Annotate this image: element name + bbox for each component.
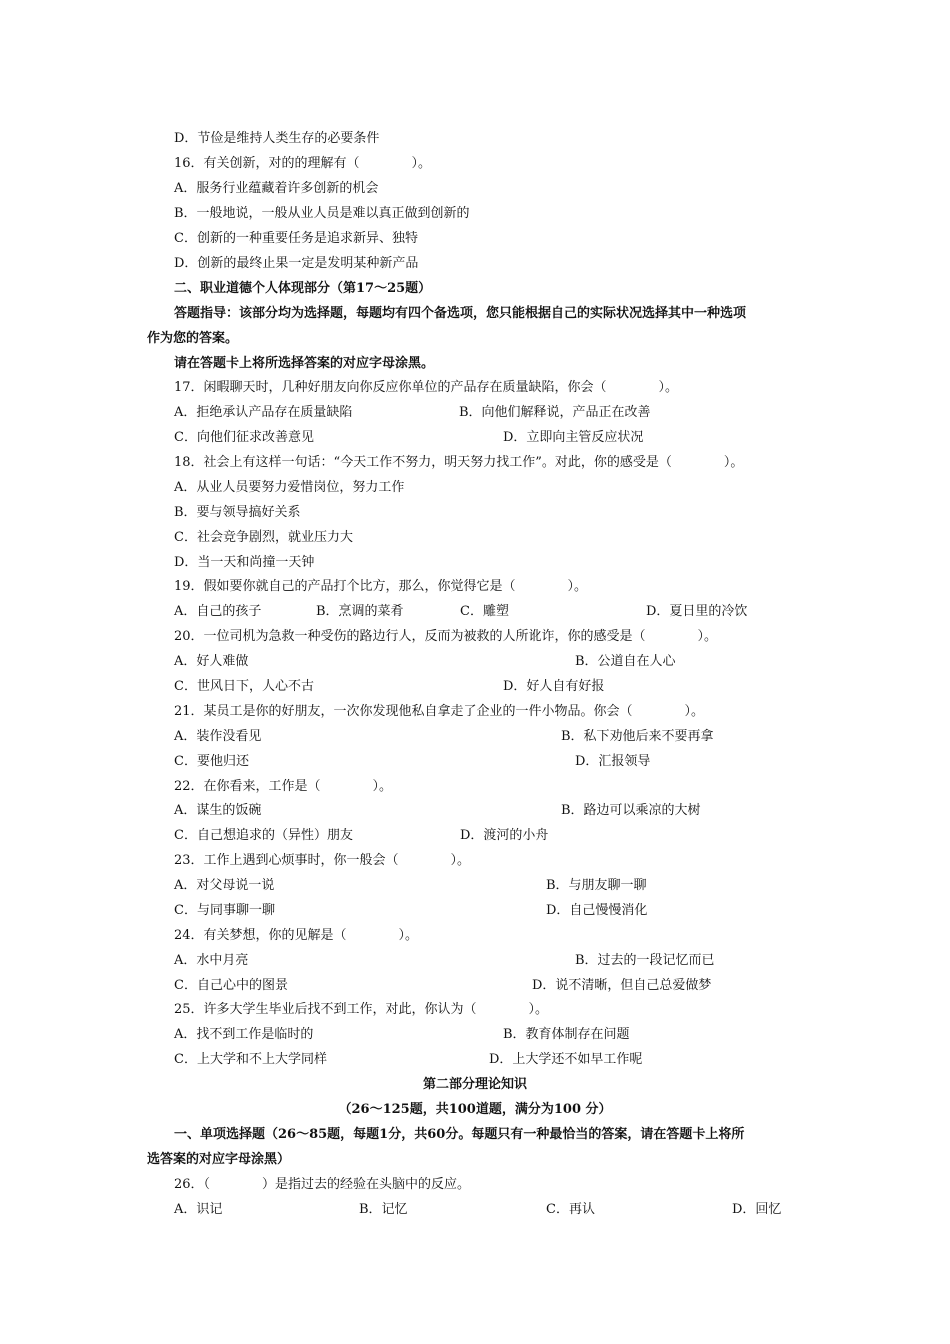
option-c: C．自己想追求的（异性）朋友 [174, 828, 353, 843]
option-d: D．回忆 [732, 1202, 782, 1217]
option-b: B．烹调的菜肴 [316, 604, 404, 619]
option-a: A．拒绝承认产品存在质量缺陷 [174, 405, 353, 420]
instruction-text: 答题指导：该部分均为选择题，每题均有四个备选项，您只能根据自己的实际状况选择其中一种选项 [174, 306, 747, 321]
option-c: C．再认 [546, 1202, 595, 1217]
instruction-text: 请在答题卡上将所选择答案的对应字母涂黑。 [174, 356, 435, 371]
question-21: 21．某员工是你的好朋友，一次你发现他私自拿走了企业的一件小物品。你会（ ）。 [174, 704, 705, 719]
option-c: C．要他归还 [174, 754, 249, 769]
question-24: 24．有关梦想，你的见解是（ ）。 [174, 928, 419, 943]
option-c: C．向他们征求改善意见 [174, 430, 314, 445]
option-b: B．记忆 [359, 1202, 408, 1217]
option-line: B．一般地说，一般从业人员是难以真正做到创新的 [174, 206, 470, 221]
option-b: B．路边可以乘凉的大树 [561, 803, 701, 818]
option-line: B．要与领导搞好关系 [174, 505, 301, 520]
section-heading: 一、单项选择题（26～85题，每题1分，共60分。每题只有一种最恰当的答案，请在答题卡上将所 [174, 1127, 745, 1142]
option-b: B．私下劝他后来不要再拿 [561, 729, 714, 744]
part-subtitle: （26～125题，共100道题，满分为100 分） [338, 1102, 612, 1117]
option-c: C．自己心中的图景 [174, 978, 288, 993]
option-b: B．教育体制存在问题 [503, 1027, 630, 1042]
option-line: C．社会竞争剧烈，就业压力大 [174, 530, 353, 545]
option-d: D．上大学还不如早工作呢 [489, 1052, 643, 1067]
question-18: 18．社会上有这样一句话：“今天工作不努力，明天努力找工作”。对此，你的感受是（ ）。 [174, 455, 744, 470]
option-b: B．过去的一段记忆而已 [575, 953, 715, 968]
option-b: B．向他们解释说，产品正在改善 [459, 405, 651, 420]
part-title: 第二部分理论知识 [422, 1077, 527, 1092]
option-line: A．服务行业蕴藏着许多创新的机会 [174, 181, 379, 196]
option-line: D．创新的最终止果一定是发明某种新产品 [174, 256, 419, 271]
option-d: D．汇报领导 [575, 754, 651, 769]
option-d: D．渡河的小舟 [460, 828, 549, 843]
question-16: 16．有关创新，对的的理解有（ ）。 [174, 156, 432, 171]
option-a: A．自己的孩子 [174, 604, 262, 619]
option-b: B．与朋友聊一聊 [546, 878, 647, 893]
question-26: 26．（ ）是指过去的经验在头脑中的反应。 [174, 1177, 471, 1192]
option-line: C．创新的一种重要任务是追求新异、独特 [174, 231, 418, 246]
option-c: C．上大学和不上大学同样 [174, 1052, 327, 1067]
option-d: D．说不清晰，但自己总爱做梦 [532, 978, 712, 993]
option-d: D．好人自有好报 [503, 679, 605, 694]
option-a: A．谋生的饭碗 [174, 803, 262, 818]
option-d: D．夏日里的冷饮 [646, 604, 748, 619]
option-a: A．对父母说一说 [174, 878, 275, 893]
option-a: A．识记 [174, 1202, 223, 1217]
option-a: A．装作没看见 [174, 729, 262, 744]
option-line: D．当一天和尚撞一天钟 [174, 555, 315, 570]
option-c: C．世风日下，人心不古 [174, 679, 314, 694]
instruction-text: 作为您的答案。 [147, 331, 239, 346]
option-line: D．节俭是维持人类生存的必要条件 [174, 131, 380, 146]
question-20: 20．一位司机为急救一种受伤的路边行人，反而为被救的人所讹诈，你的感受是（ ）。 [174, 629, 718, 644]
option-line: A．从业人员要努力爱惜岗位，努力工作 [174, 480, 405, 495]
question-19: 19．假如要你就自己的产品打个比方，那么，你觉得它是（ ）。 [174, 579, 588, 594]
question-17: 17．闲暇聊天时，几种好朋友向你反应你单位的产品存在质量缺陷，你会（ ）。 [174, 380, 679, 395]
option-a: A．找不到工作是临时的 [174, 1027, 314, 1042]
question-25: 25．许多大学生毕业后找不到工作，对此，你认为（ ）。 [174, 1002, 549, 1017]
section-heading-cont: 选答案的对应字母涂黑） [147, 1152, 291, 1167]
option-c: C．与同事聊一聊 [174, 903, 275, 918]
section-heading: 二、职业道德个人体现部分（第17～25题） [174, 281, 432, 296]
option-a: A．好人难做 [174, 654, 249, 669]
option-d: D．立即向主管反应状况 [503, 430, 644, 445]
option-c: C．雕塑 [460, 604, 509, 619]
question-23: 23．工作上遇到心烦事时，你一般会（ ）。 [174, 853, 471, 868]
option-a: A．水中月亮 [174, 953, 249, 968]
option-b: B．公道自在人心 [575, 654, 676, 669]
option-d: D．自己慢慢消化 [546, 903, 648, 918]
question-22: 22．在你看来，工作是（ ）。 [174, 779, 393, 794]
